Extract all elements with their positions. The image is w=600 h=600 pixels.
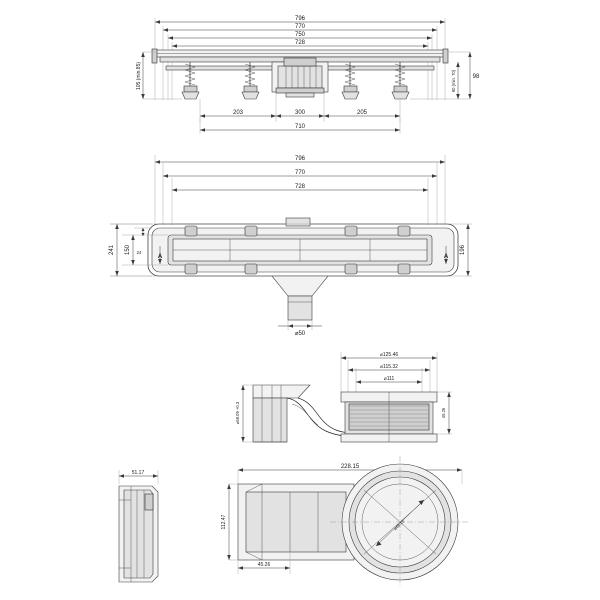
section-grate-body bbox=[341, 392, 437, 442]
dim-98-front-label: 98 bbox=[472, 74, 480, 80]
dim-728-front-label: 728 bbox=[294, 40, 306, 47]
dim-4526-section bbox=[437, 392, 452, 434]
dim-770-front bbox=[163, 24, 437, 32]
dim-11247-outlet-label: 112.47 bbox=[221, 514, 227, 530]
dim-205-front-label: 205 bbox=[356, 110, 368, 117]
dim-728-front bbox=[172, 40, 428, 48]
dim-203-front-label: 203 bbox=[232, 110, 244, 117]
dim-5117-end bbox=[119, 470, 158, 478]
view-section-detail bbox=[235, 352, 452, 442]
dim-11247-outlet bbox=[221, 484, 238, 560]
dim-d50-plan-label: ⌀50 bbox=[294, 331, 306, 337]
dim-d12546 bbox=[341, 352, 437, 360]
dim-150-plan bbox=[125, 235, 135, 265]
dim-196-plan bbox=[458, 224, 472, 276]
dim-d111-label: ⌀111 bbox=[383, 376, 395, 382]
dim-22815-outlet bbox=[238, 464, 462, 472]
dim-203-front bbox=[200, 110, 276, 118]
dim-770-plan bbox=[163, 170, 437, 178]
outlet-channel-body bbox=[238, 484, 354, 560]
dim-105-front-label: 105 (min.85) bbox=[136, 61, 142, 91]
dim-5117-end-label: 51.17 bbox=[131, 470, 145, 476]
view-end-profile bbox=[119, 470, 158, 582]
dim-d4615-outlet-label: ⌀46.15 bbox=[392, 518, 406, 532]
dim-d5809 bbox=[235, 385, 253, 442]
dim-750-front-label: 750 bbox=[294, 32, 306, 39]
dim-300-front-label: 300 bbox=[294, 110, 306, 117]
dim-24-plan bbox=[137, 228, 145, 255]
end-profile-body bbox=[119, 486, 158, 582]
section-mark-left-label: A bbox=[157, 254, 163, 260]
section-trap bbox=[287, 398, 350, 436]
dim-4526-outlet-label: 45.26 bbox=[257, 562, 271, 568]
dim-728-plan bbox=[172, 184, 428, 192]
dim-22815-outlet-label: 228.15 bbox=[340, 464, 360, 470]
dim-796-plan-label: 796 bbox=[294, 156, 306, 163]
outlet-housing-front bbox=[272, 58, 328, 97]
dim-796-front-label: 796 bbox=[294, 16, 306, 22]
section-mark-right-label: A bbox=[443, 254, 449, 260]
section-inlet-box bbox=[253, 385, 310, 442]
dim-d11532 bbox=[348, 364, 430, 372]
dim-205-front bbox=[324, 110, 400, 118]
dim-750-front bbox=[168, 32, 432, 40]
dim-d111 bbox=[356, 376, 422, 384]
dim-241-plan-label: 241 bbox=[109, 244, 115, 256]
dim-24-plan-label: 24 bbox=[136, 250, 142, 255]
dim-241-plan bbox=[109, 224, 119, 276]
dim-728-plan-label: 728 bbox=[294, 184, 306, 191]
dim-90-front-label: 90 (min. 70) bbox=[451, 69, 456, 93]
dim-d12546-label: ⌀125.46 bbox=[379, 352, 399, 358]
dim-710-front-label: 710 bbox=[294, 124, 306, 131]
dim-796-plan bbox=[155, 156, 445, 164]
dim-d11532-label: ⌀115.32 bbox=[380, 364, 398, 370]
dim-770-plan-label: 770 bbox=[294, 170, 306, 177]
dim-710-front bbox=[200, 124, 400, 132]
outlet-pipe-plan bbox=[272, 276, 328, 320]
view-outlet-plan bbox=[221, 456, 470, 588]
dim-d5809-label: ⌀58.09 +0.3 bbox=[235, 401, 240, 425]
dim-4526-section-label: 45.26 bbox=[441, 407, 446, 419]
dim-196-plan-label: 196 bbox=[460, 244, 466, 256]
view-top-plan bbox=[109, 155, 472, 337]
dim-d50-plan bbox=[278, 320, 322, 337]
dim-796-front bbox=[155, 16, 445, 24]
dim-770-front-label: 770 bbox=[294, 24, 306, 31]
dim-300-front bbox=[276, 110, 324, 118]
dim-90-front bbox=[451, 62, 460, 99]
dim-150-plan-label: 150 bbox=[125, 244, 131, 256]
view-front-elevation bbox=[136, 16, 480, 134]
